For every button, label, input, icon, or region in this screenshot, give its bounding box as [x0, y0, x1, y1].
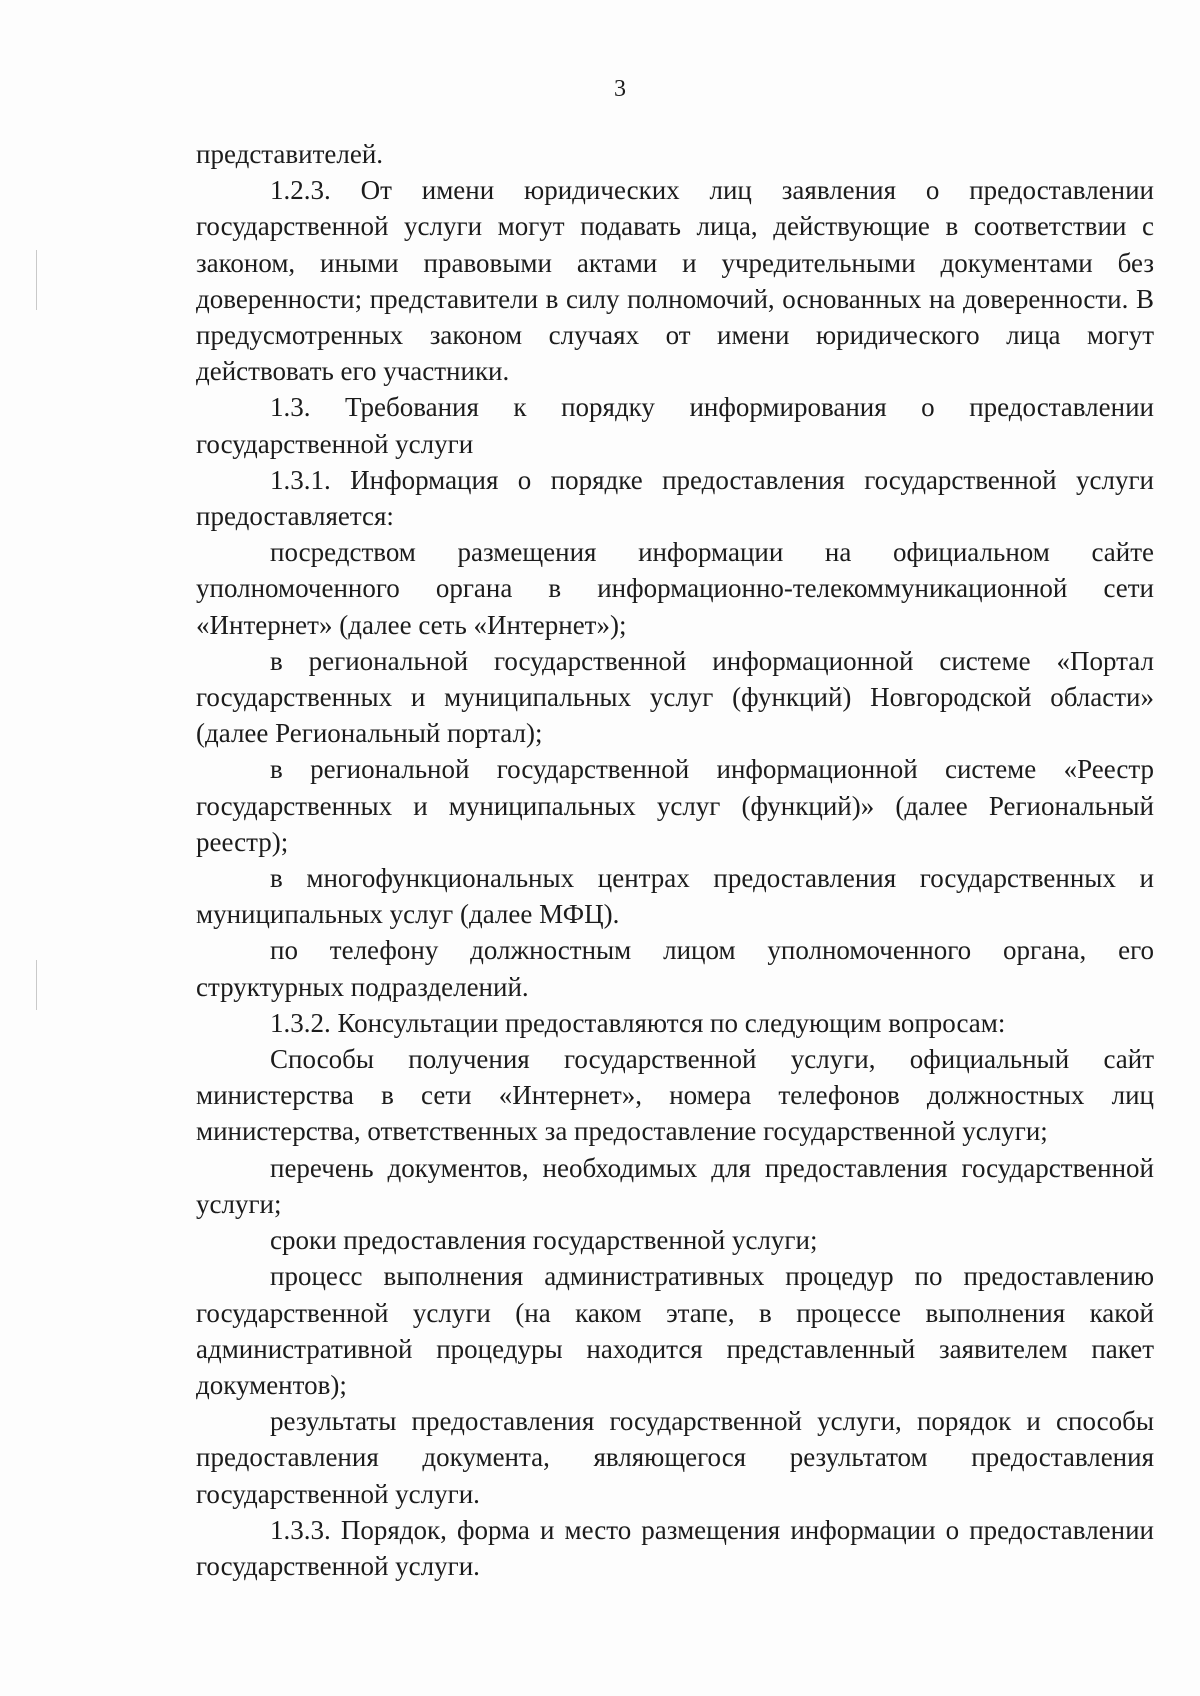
paragraph: 1.3. Требования к порядку информирования о предоставлении государственной услуги [196, 392, 1154, 459]
scan-margin-mark [36, 960, 37, 1010]
paragraph: процесс выполнения административных процедур по предоставлению государственной услуги (на каком этапе, в процессе выполнения какой административной процедуры находится представленный заявителем пакет документов); [196, 1261, 1154, 1400]
paragraph: сроки предоставления государственной услуги; [270, 1225, 818, 1256]
paragraph: представителей. [196, 139, 384, 169]
paragraph: в региональной государственной информационной системе «Портал государственных и муниципальных услуг (функций) Новгородской области» (далее Региональный портал); [196, 645, 1154, 749]
paragraph: в региональной государственной информационной системе «Реестр государственных и муниципальных услуг (функций)» (далее Региональный реестр); [196, 754, 1154, 857]
paragraph: 1.3.3. Порядок, форма и место размещения информации о предоставлении государственной услуги. [196, 1514, 1154, 1581]
paragraph: 1.3.1. Информация о порядке предоставления государственной услуги предоставляется: [196, 464, 1154, 532]
paragraph: по телефону должностным лицом уполномоченного органа, его структурных подразделений. [196, 935, 1154, 1002]
scan-margin-mark [36, 250, 37, 310]
paragraph: Способы получения государственной услуги, официальный сайт министерства в сети «Интернет», номера телефонов должностных лиц министерства, ответственных за предоставление государственной услуги; [196, 1044, 1154, 1147]
document-body [196, 136, 1154, 1584]
paragraph: перечень документов, необходимых для предоставления государственной услуги; [196, 1152, 1154, 1219]
paragraph: результаты предоставления государственной услуги, порядок и способы предоставления документа, являющегося результатом предоставления государственной услуги. [196, 1406, 1154, 1509]
paragraph: 1.2.3. От имени юридических лиц заявления о предоставлении государственной услуги могут подавать лица, действующие в соответствии с законом, иными правовыми актами и учредительными документами без доверенности; представители в силу полномочий, основанных на доверенности. В предусмотренных законом случаях от имени юридического лица могут действовать его участники. [196, 175, 1154, 387]
paragraph: в многофункциональных центрах предоставления государственных и муниципальных услуг (далее МФЦ). [196, 863, 1154, 930]
paragraph: посредством размещения информации на официальном сайте уполномоченного органа в информационно-телекоммуникационной сети «Интернет» (далее сеть «Интернет»); [196, 537, 1154, 640]
paragraph: 1.3.2. Консультации предоставляются по следующим вопросам: [270, 1007, 1006, 1038]
page-number: 3 [614, 76, 626, 102]
